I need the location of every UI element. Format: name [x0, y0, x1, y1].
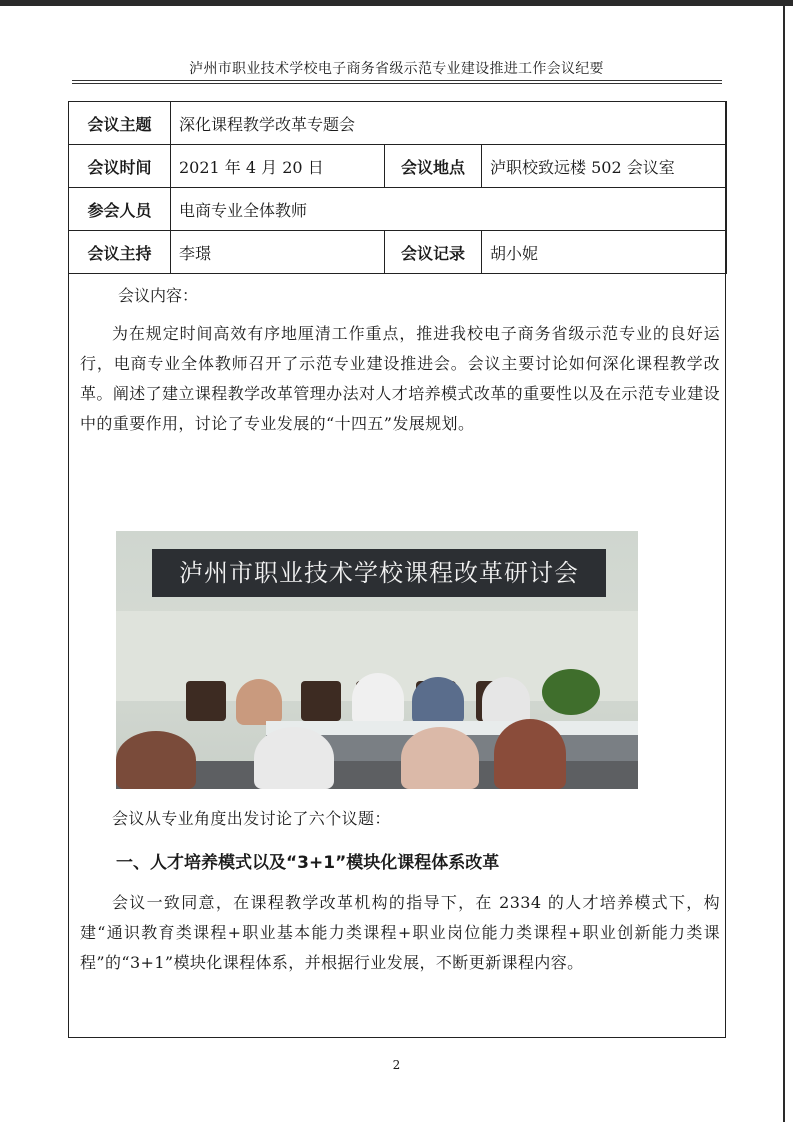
person — [254, 727, 334, 789]
place-label: 会议地点 — [385, 145, 482, 188]
topic1-paragraph: 会议一致同意，在课程教学改革机构的指导下，在 2334 的人才培养模式下，构建“通识教育类课程+职业基本能力类课程+职业岗位能力类课程+职业创新能力类课程”的“3+1”模块化课程体系，并根据行业发展，不断更新课程内容。 — [80, 893, 720, 972]
person — [482, 677, 530, 725]
person — [494, 719, 566, 789]
person — [236, 679, 282, 725]
table-row — [69, 188, 727, 231]
page-right-edge — [783, 0, 785, 1122]
chair — [186, 681, 226, 721]
recorder-value: 胡小妮 — [482, 231, 727, 274]
time-label: 会议时间 — [69, 145, 171, 188]
header-rule — [72, 80, 722, 81]
intro-block — [80, 319, 720, 439]
topics-intro: 会议从专业角度出发讨论了六个议题： — [112, 809, 391, 828]
host-label: 会议主持 — [69, 231, 171, 274]
table-row — [69, 231, 727, 274]
time-value: 2021 年 4 月 20 日 — [171, 145, 385, 188]
topic1-block — [80, 888, 720, 978]
chair — [301, 681, 341, 721]
person — [412, 677, 464, 725]
attendees-value: 电商专业全体教师 — [171, 188, 727, 231]
header-rule-secondary — [72, 83, 722, 84]
topics-intro-block — [80, 804, 720, 834]
meeting-content-label: 会议内容： — [118, 286, 199, 305]
meeting-photo — [116, 531, 638, 789]
place-value: 泸职校致远楼 502 会议室 — [482, 145, 727, 188]
topic-label: 会议主题 — [69, 102, 171, 145]
table-row — [69, 145, 727, 188]
person — [116, 731, 196, 789]
topic1-heading: 一、人才培养模式以及“3+1”模块化课程体系改革 — [116, 853, 500, 873]
meeting-info-table — [68, 101, 727, 274]
photo-banner: 泸州市职业技术学校课程改革研讨会 — [152, 549, 606, 597]
table-row — [69, 102, 727, 145]
recorder-label: 会议记录 — [385, 231, 482, 274]
attendees-label: 参会人员 — [69, 188, 171, 231]
topic-value: 深化课程教学改革专题会 — [171, 102, 727, 145]
person — [401, 727, 479, 789]
potted-plant — [542, 669, 600, 715]
host-value: 李璟 — [171, 231, 385, 274]
page-number: 2 — [392, 1058, 401, 1072]
document-header-title: 泸州市职业技术学校电子商务省级示范专业建设推进工作会议纪要 — [189, 61, 604, 77]
page-top-edge — [0, 0, 793, 6]
person — [352, 673, 404, 725]
intro-paragraph: 为在规定时间高效有序地厘清工作重点，推进我校电子商务省级示范专业的良好运行，电商专业全体教师召开了示范专业建设推进会。会议主要讨论如何深化课程教学改革。阐述了建立课程教学改革管理办法对人才培养模式改革的重要性以及在示范专业建设中的重要作用，讨论了专业发展的“十四五”发展规划。 — [80, 324, 720, 433]
